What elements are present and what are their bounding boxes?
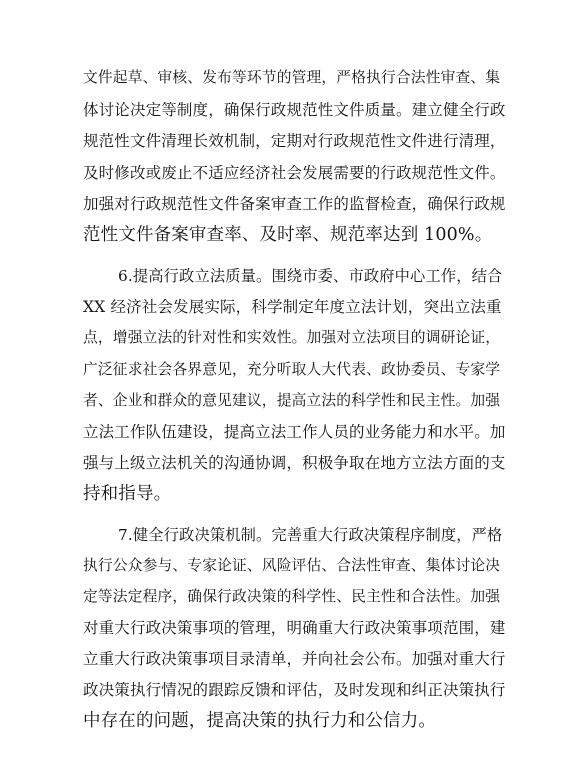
paragraph-2-line-6: 立法工作队伍建设，提高立法工作人员的业务能力和水平。加 bbox=[83, 423, 506, 441]
paragraph-3-line-6: 政决策执行情况的跟踪反馈和评估，及时发现和纠正决策执行 bbox=[83, 681, 506, 699]
paragraph-1-line-3: 规范性文件清理长效机制，定期对行政规范性文件进行清理， bbox=[83, 132, 506, 150]
paragraph-3-line-2: 执行公众参与、专家论证、风险评估、合法性审查、集体讨论决 bbox=[83, 557, 501, 574]
paragraph-2-line-3: 点，增强立法的针对性和实效性。加强对立法项目的调研论证， bbox=[83, 329, 501, 346]
paragraph-2-line-2: XX 经济社会发展实际，科学制定年度立法计划，突出立法重 bbox=[83, 298, 502, 316]
paragraph-1-line-1: 文件起草、审核、发布等环节的管理，严格执行合法性审查、集 bbox=[83, 69, 501, 86]
paragraph-1-line-4: 及时修改或废止不适应经济社会发展需要的行政规范性文件。 bbox=[83, 164, 506, 182]
paragraph-3-line-4: 对重大行政决策事项的管理，明确重大行政决策事项范围，建 bbox=[83, 619, 506, 637]
paragraph-2-line-1: 6.提高行政立法质量。围绕市委、市政府中心工作，结合 bbox=[118, 267, 503, 285]
paragraph-1-line-5: 加强对行政规范性文件备案审查工作的监督检查，确保行政规 bbox=[83, 195, 506, 213]
paragraph-2-line-8: 持和指导。 bbox=[83, 484, 172, 504]
paragraph-2-line-4: 广泛征求社会各界意见，充分听取人大代表、政协委员、专家学 bbox=[83, 361, 501, 378]
paragraph-1-line-6: 范性文件备案审查率、及时率、规范率达到 100%。 bbox=[83, 225, 493, 245]
paragraph-3-line-1: 7.健全行政决策机制。完善重大行政决策程序制度，严格 bbox=[118, 526, 503, 544]
paragraph-1-line-2: 体讨论决定等制度，确保行政规范性文件质量。建立健全行政 bbox=[83, 101, 506, 119]
paragraph-3-line-3: 定等法定程序，确保行政决策的科学性、民主性和合法性。加强 bbox=[83, 588, 501, 605]
paragraph-3-line-7: 中存在的问题，提高决策的执行力和公信力。 bbox=[83, 711, 436, 731]
paragraph-2-line-5: 者、企业和群众的意见建议，提高立法的科学性和民主性。加强 bbox=[83, 392, 501, 409]
paragraph-3-line-5: 立重大行政决策事项目录清单，并向社会公布。加强对重大行 bbox=[83, 650, 506, 668]
paragraph-2-line-7: 强与上级立法机关的沟通协调，积极争取在地方立法方面的支 bbox=[83, 454, 506, 472]
